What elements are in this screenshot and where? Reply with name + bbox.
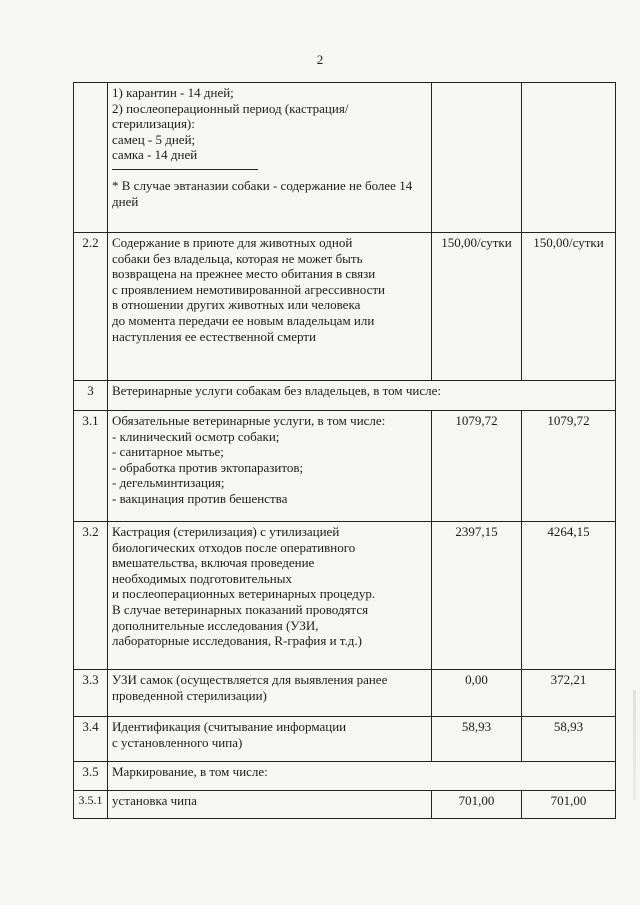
table-row <box>74 381 616 411</box>
text-line: - дегельминтизация; <box>112 475 225 491</box>
price-cell: 0,00 <box>432 670 522 717</box>
text-line: вмешательства, включая проведение <box>112 555 315 571</box>
scan-edge-mark <box>633 690 636 800</box>
table-row <box>74 762 616 791</box>
text-line: лабораторные исследования, R-графия и т.д.) <box>112 633 362 649</box>
footnote-text: * В случае эвтаназии собаки - содержание не более 14 дней <box>112 177 413 209</box>
text-line: до момента передачи ее новым владельцам или <box>112 312 375 328</box>
text-line: и послеоперационных ветеринарных процедур. <box>112 586 376 602</box>
row-number: 3.2 <box>74 522 108 670</box>
text-line: с установленного чипа) <box>112 734 243 750</box>
text-line: дополнительные исследования (УЗИ, <box>112 617 319 633</box>
tariff-table <box>73 82 616 819</box>
price-cell: 1079,72 <box>522 411 616 522</box>
row-description <box>108 522 432 670</box>
footnote-rule <box>112 169 258 170</box>
text-line: Содержание в приюте для животных одной <box>112 235 353 250</box>
row-description <box>108 233 432 381</box>
row-description <box>108 83 432 233</box>
text-line: - санитарное мытье; <box>112 444 224 460</box>
text-line: собаки без владельца, которая не может быть <box>112 250 363 266</box>
price-cell <box>522 83 616 233</box>
text-line: необходимых подготовительных <box>112 570 292 586</box>
row-description <box>108 411 432 522</box>
row-number: 2.2 <box>74 233 108 381</box>
page-number: 2 <box>316 52 324 67</box>
text-line: самец - 5 дней; <box>112 131 196 147</box>
section-heading: Маркирование, в том числе: <box>108 762 616 791</box>
section-heading: Ветеринарные услуги собакам без владельцев, в том числе: <box>108 381 616 411</box>
row-number: 3.3 <box>74 670 108 717</box>
text-line: Кастрация (стерилизация) с утилизацией <box>112 524 340 539</box>
row-number: 3.5.1 <box>74 791 108 819</box>
text-line: наступления ее естественной смерти <box>112 328 316 344</box>
text-line: - клинический осмотр собаки; <box>112 428 280 444</box>
text-line: В случае ветеринарных показаний проводятся <box>112 601 369 617</box>
text-line: самка - 14 дней <box>112 147 198 163</box>
text-line: Обязательные ветеринарные услуги, в том числе: <box>112 413 386 428</box>
text-line: биологических отходов после оперативного <box>112 539 356 555</box>
price-cell: 701,00 <box>432 791 522 819</box>
table-row <box>74 522 616 670</box>
row-description <box>108 717 432 762</box>
text-line: проведенной стерилизации) <box>112 687 267 703</box>
price-cell: 372,21 <box>522 670 616 717</box>
text-line: с проявлением немотивированной агрессивности <box>112 281 385 297</box>
price-cell: 150,00/сутки <box>432 233 522 381</box>
text-line: Идентификация (считывание информации <box>112 719 347 734</box>
price-cell <box>432 83 522 233</box>
row-number <box>74 83 108 233</box>
table-row <box>74 233 616 381</box>
price-cell: 1079,72 <box>432 411 522 522</box>
price-cell: 701,00 <box>522 791 616 819</box>
text-line: УЗИ самок (осуществляется для выявления ранее <box>112 672 388 687</box>
price-cell: 58,93 <box>522 717 616 762</box>
table-row <box>74 670 616 717</box>
row-description <box>108 670 432 717</box>
row-description <box>108 791 432 819</box>
text-line: - вакцинация против бешенства <box>112 490 288 506</box>
text-line: 1) карантин - 14 дней; <box>112 85 234 100</box>
row-number: 3.5 <box>74 762 108 791</box>
price-cell: 150,00/сутки <box>522 233 616 381</box>
text-line: в отношении других животных или человека <box>112 297 361 313</box>
text-line: стерилизация): <box>112 116 195 132</box>
table-row <box>74 411 616 522</box>
price-cell: 2397,15 <box>432 522 522 670</box>
price-cell: 4264,15 <box>522 522 616 670</box>
price-cell: 58,93 <box>432 717 522 762</box>
table-row <box>74 717 616 762</box>
text-line: 2) послеоперационный период (кастрация/ <box>112 100 349 116</box>
table-row <box>74 83 616 233</box>
row-number: 3 <box>74 381 108 411</box>
text-line: - обработка против эктопаразитов; <box>112 459 304 475</box>
row-number: 3.1 <box>74 411 108 522</box>
row-number: 3.4 <box>74 717 108 762</box>
text-line: установка чипа <box>112 793 197 808</box>
text-line: возвращена на прежнее место обитания в связи <box>112 266 376 282</box>
table-row <box>74 791 616 819</box>
